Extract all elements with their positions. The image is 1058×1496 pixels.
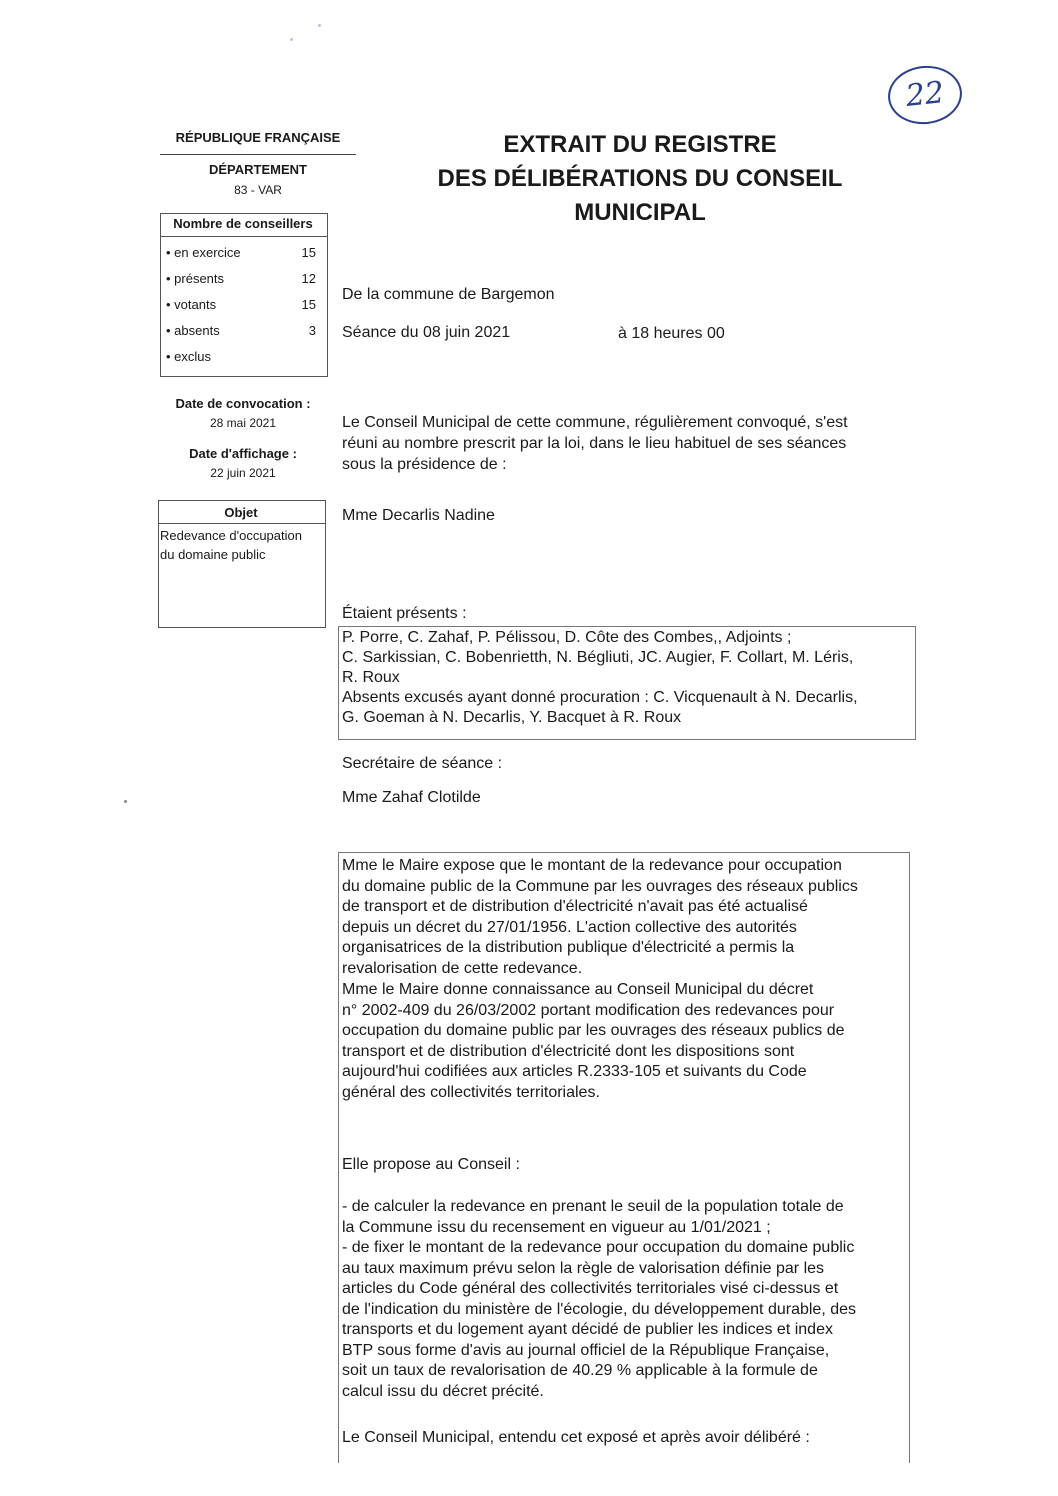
row-value: 15 (301, 297, 316, 312)
intro-line: Le Conseil Municipal de cette commune, régulièrement convoqué, s'est (342, 414, 848, 431)
title-line: DES DÉLIBÉRATIONS DU CONSEIL (437, 165, 843, 192)
body-line: soit un taux de revalorisation de 40.29 % applicable à la formule de (342, 1362, 818, 1379)
divider (158, 523, 326, 524)
body-paragraph: Le Conseil Municipal, entendu cet exposé et après avoir délibéré : (342, 1429, 810, 1446)
body-line: occupation du domaine public par les ouvrages des réseaux publics de (342, 1022, 845, 1039)
row-value: 12 (301, 271, 316, 286)
scan-speck (318, 24, 321, 27)
body-line: Mme le Maire expose que le montant de la redevance pour occupation (342, 857, 842, 874)
document-title (380, 128, 900, 230)
body-paragraph (342, 856, 908, 979)
title-line: MUNICIPAL (574, 199, 706, 226)
row-value: 3 (308, 323, 316, 338)
body-line: du domaine public de la Commune par les ouvrages des réseaux publics (342, 877, 858, 895)
objet-label: Objet (224, 505, 258, 520)
attendees-line: R. Roux (342, 669, 400, 686)
row-label: • exclus (166, 349, 212, 364)
convocation-label: Date de convocation : (175, 396, 311, 411)
secretary-name: Mme Zahaf Clotilde (342, 789, 481, 806)
body-line: transport et de distribution d'électricité dont les dispositions sont (342, 1042, 795, 1060)
attendees-line: Absents excusés ayant donné procuration : C. Vicquenault à N. Decarlis, (342, 689, 858, 706)
councillors-row (166, 349, 316, 364)
commune-line: De la commune de Bargemon (342, 286, 555, 303)
row-label: • présents (166, 271, 225, 286)
attendees-line: C. Sarkissian, C. Bobenrietth, N. Bégliuti, JC. Augier, F. Collart, M. Léris, (342, 649, 854, 666)
departement-label: DÉPARTEMENT (209, 162, 307, 177)
body-line: au taux maximum prévu selon la règle de valorisation définie par les (342, 1259, 825, 1277)
divider (160, 236, 328, 237)
body-line: aujourd'hui codifiées aux articles R.2333-105 et suivants du Code (342, 1063, 807, 1080)
divider (160, 154, 356, 155)
seance-date: Séance du 08 juin 2021 (342, 324, 511, 341)
presents-label: Étaient présents : (342, 605, 467, 622)
body-line: articles du Code général des collectivités territoriales visé ci-dessus et (342, 1280, 839, 1297)
president-name: Mme Decarlis Nadine (342, 507, 495, 524)
attendees-list (342, 628, 914, 728)
body-line: - de fixer le montant de la redevance pour occupation du domaine public (342, 1239, 855, 1256)
affichage-label: Date d'affichage : (189, 446, 297, 461)
body-paragraph (342, 980, 908, 1103)
objet-text (160, 526, 324, 564)
body-paragraph (342, 1197, 908, 1402)
seance-time: à 18 heures 00 (618, 325, 725, 342)
intro-line: sous la présidence de : (342, 456, 507, 473)
scan-speck (124, 800, 127, 803)
body-line: calcul issu du décret précité. (342, 1382, 544, 1400)
convocation-date: 28 mai 2021 (209, 416, 277, 430)
councillors-row (166, 323, 316, 338)
attendees-line: P. Porre, C. Zahaf, P. Pélissou, D. Côte des Combes,, Adjoints ; (342, 629, 792, 646)
row-label: • en exercice (166, 245, 241, 260)
handwritten-page-number: 22 (885, 62, 965, 127)
body-line: depuis un décret du 27/01/1956. L'action collective des autorités (342, 918, 797, 936)
body-line: organisatrices de la distribution publique d'électricité a permis la (342, 939, 795, 956)
body-line: de l'indication du ministère de l'écologie, du développement durable, des (342, 1300, 856, 1318)
councillors-row (166, 297, 316, 312)
republique-heading: RÉPUBLIQUE FRANÇAISE (175, 130, 341, 145)
body-line: transports et du logement ayant décidé de publier les indices et index (342, 1321, 833, 1338)
row-label: • absents (166, 323, 220, 338)
body-line: - de calculer la redevance en prenant le seuil de la population totale de (342, 1198, 844, 1215)
body-line: la Commune issu du recensement en vigueur au 1/01/2021 ; (342, 1218, 771, 1236)
councillors-row (166, 271, 316, 286)
body-line: n° 2002-409 du 26/03/2002 portant modification des redevances pour (342, 1001, 835, 1019)
body-line: revalorisation de cette redevance. (342, 959, 583, 977)
objet-line: Redevance d'occupation (160, 528, 302, 543)
secretary-label: Secrétaire de séance : (342, 755, 503, 772)
row-label: • votants (166, 297, 217, 312)
body-line: BTP sous forme d'avis au journal officiel de la République Française, (342, 1341, 830, 1359)
attendees-line: G. Goeman à N. Decarlis, Y. Bacquet à R. Roux (342, 709, 682, 726)
intro-paragraph (342, 412, 902, 475)
objet-line: du domaine public (160, 547, 266, 562)
councillors-row (166, 245, 316, 260)
councillors-heading: Nombre de conseillers (173, 216, 313, 231)
row-value: 15 (301, 245, 316, 260)
scan-speck (290, 38, 293, 41)
affichage-date: 22 juin 2021 (210, 466, 276, 480)
body-line: général des collectivités territoriales. (342, 1083, 600, 1101)
departement-code: 83 - VAR (234, 183, 282, 197)
body-line: Mme le Maire donne connaissance au Conseil Municipal du décret (342, 981, 814, 998)
intro-line: réuni au nombre prescrit par la loi, dans le lieu habituel de ses séances (342, 435, 847, 452)
body-paragraph: Elle propose au Conseil : (342, 1156, 520, 1173)
body-line: de transport et de distribution d'électricité n'avait pas été actualisé (342, 898, 808, 915)
title-line: EXTRAIT DU REGISTRE (503, 131, 777, 158)
